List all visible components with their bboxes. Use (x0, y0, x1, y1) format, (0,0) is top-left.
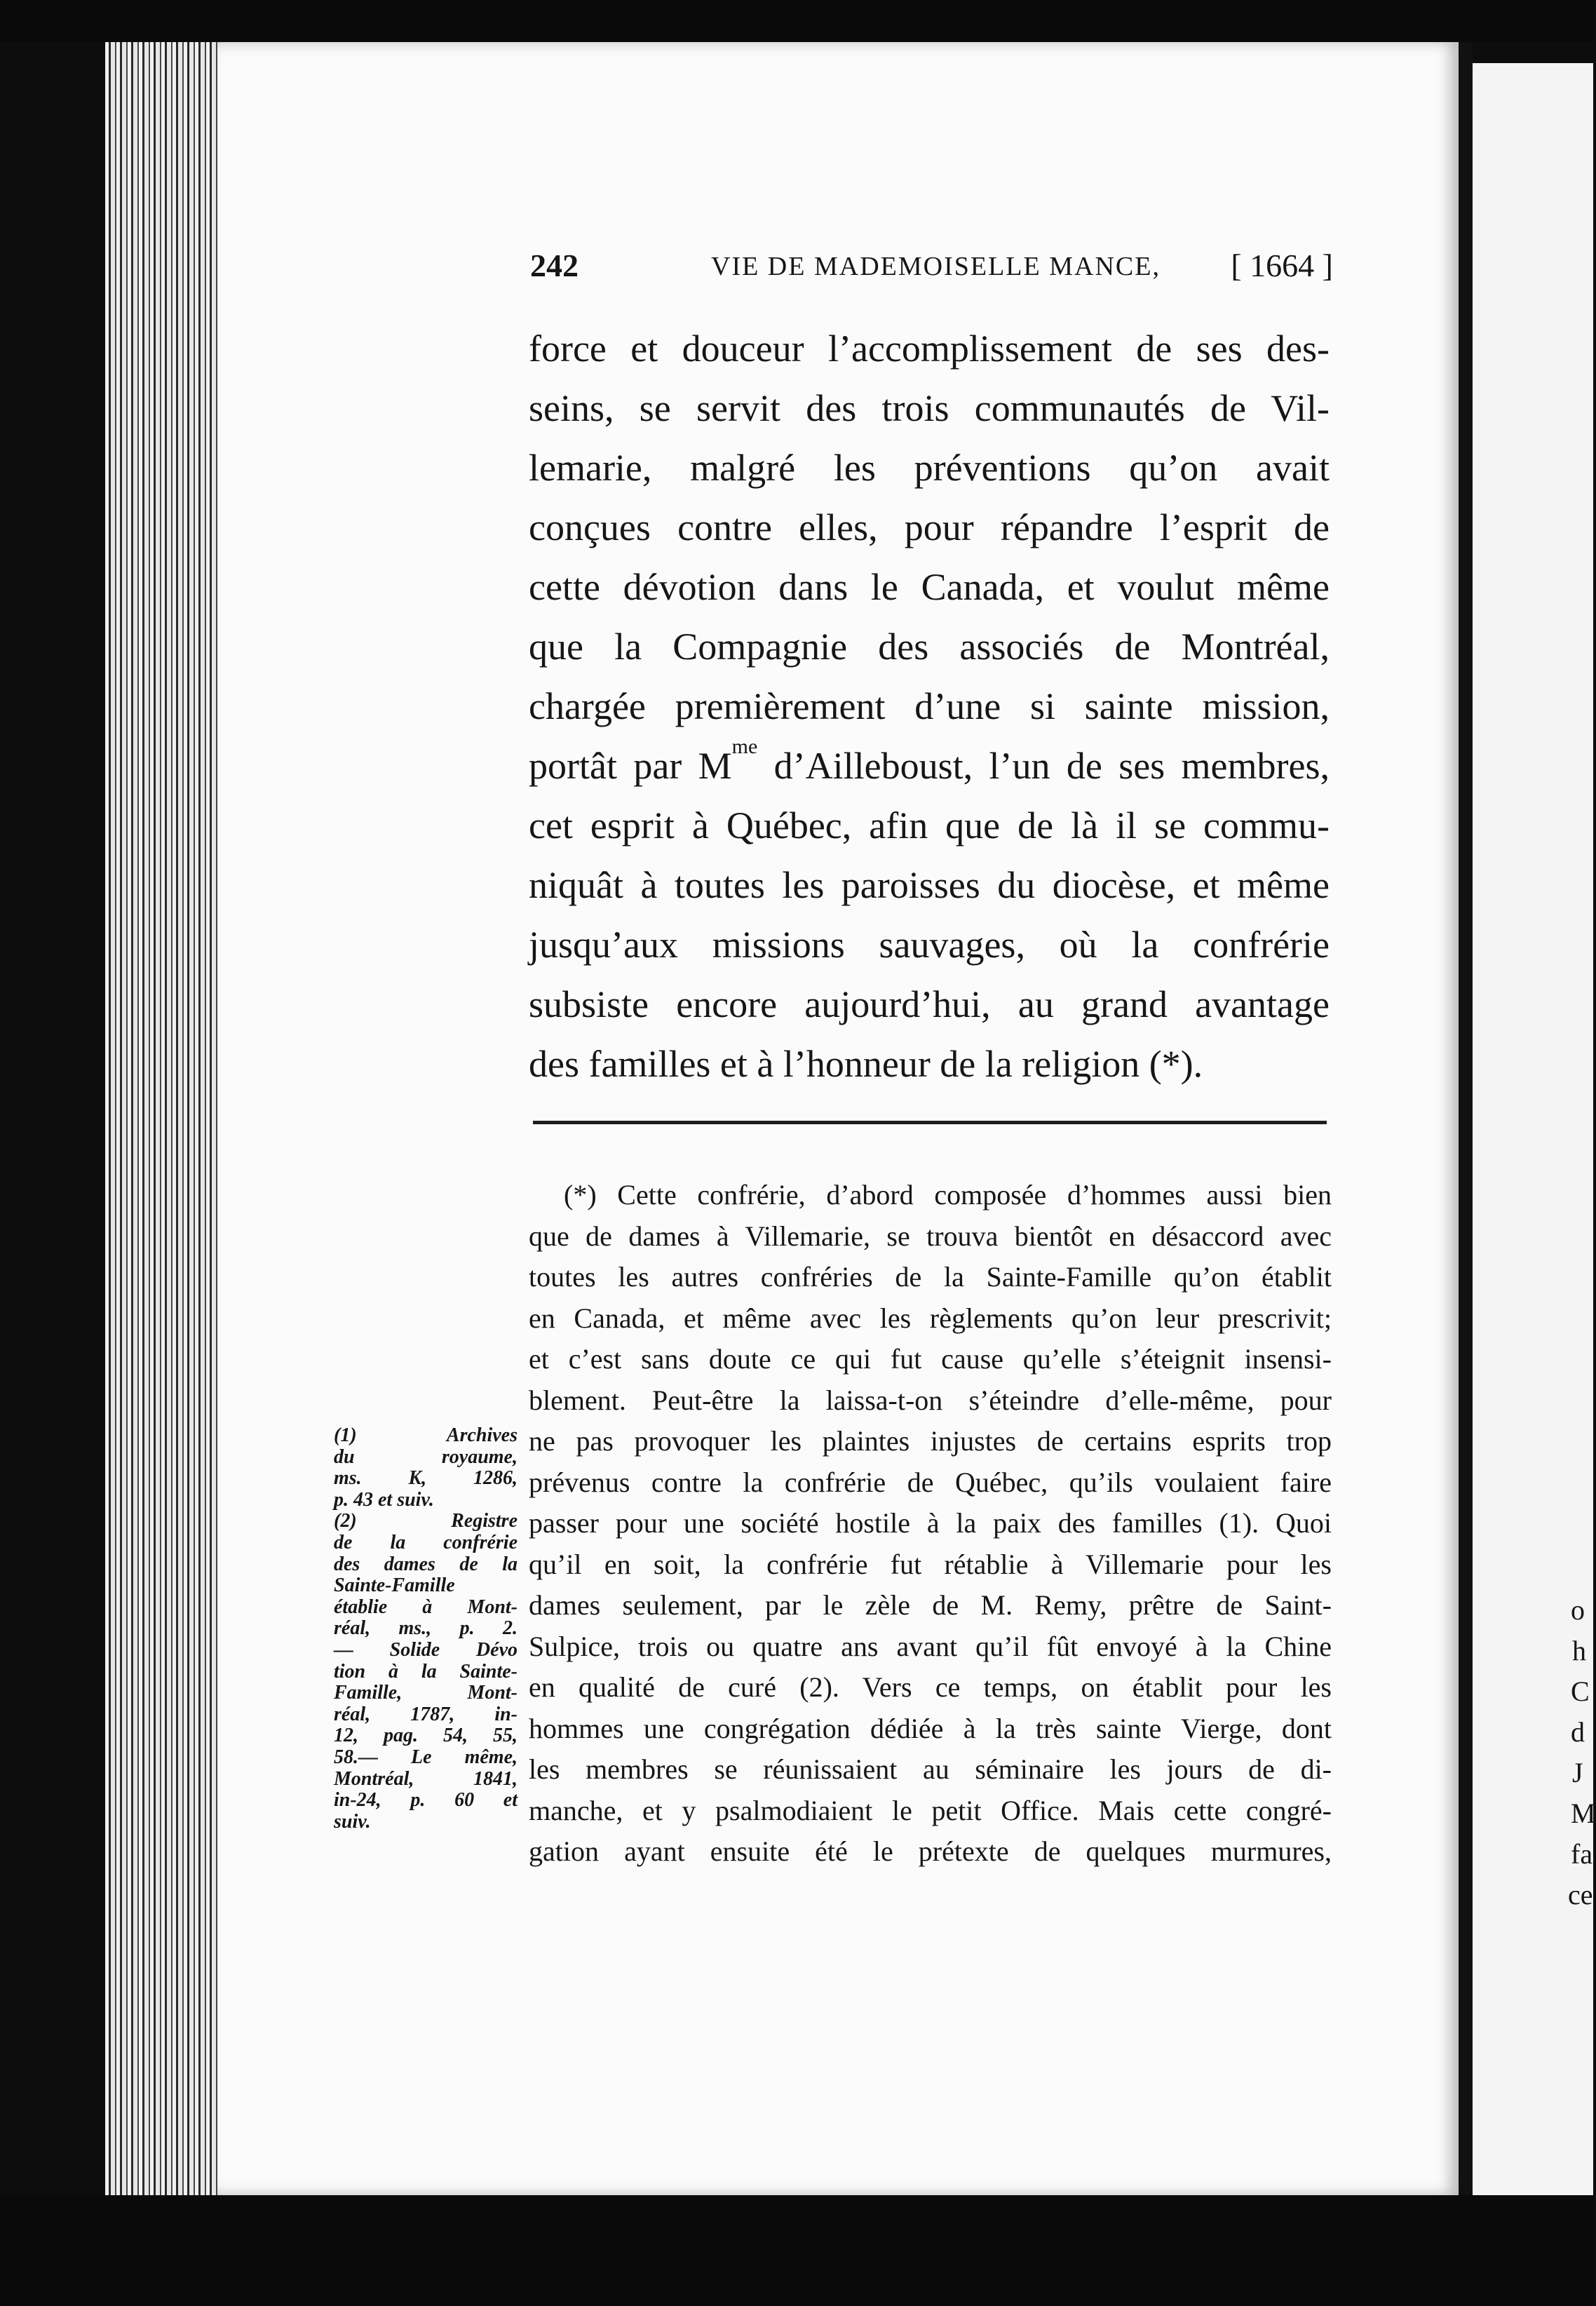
footnote-line: en qualité de curé (2). Vers ce temps, on établit pour les (529, 1671, 1332, 1703)
footnote-line: Sulpice, trois ou quatre ans avant qu’il fût envoyé à la Chine (529, 1630, 1332, 1662)
running-year: [ 1664 ] (1231, 248, 1333, 283)
margin-note-line: de la confrérie (334, 1531, 518, 1553)
facing-page-fragment: M (1571, 1798, 1596, 1829)
body-paragraph (529, 319, 1330, 1094)
margin-note-line: établie à Mont- (334, 1596, 518, 1618)
running-title: VIE DE MADEMOISELLE MANCE, (711, 252, 1161, 281)
margin-note-line: des dames de la (334, 1553, 518, 1575)
footnote-line: les membres se réunissaient au séminaire les jours de di- (529, 1753, 1332, 1785)
margin-note-line: (1) Archives (334, 1424, 518, 1446)
body-line: conçues contre elles, pour répandre l’esprit de (529, 506, 1330, 548)
footnote-line: dames seulement, par le zèle de M. Remy, prêtre de Saint- (529, 1589, 1332, 1621)
body-line: cette dévotion dans le Canada, et voulut même (529, 566, 1330, 608)
margin-note-line: in-24, p. 60 et (334, 1789, 518, 1812)
body-line-part: d’Ailleboust, l’un de ses membres, (757, 745, 1330, 787)
running-head (530, 247, 1333, 289)
body-line: jusqu’aux missions sauvages, où la confrérie (529, 924, 1330, 966)
footnote-line: que de dames à Villemarie, se trouva bientôt en désaccord avec (529, 1220, 1332, 1252)
scan-border-bottom (0, 2195, 1593, 2306)
margin-notes (334, 1425, 518, 1833)
body-line: niquât à toutes les paroisses du diocèse, et même (529, 864, 1330, 906)
body-line: des familles et à l’honneur de la religion (*). (529, 1043, 1203, 1085)
facing-page-fragment: o (1571, 1594, 1585, 1626)
body-line: que la Compagnie des associés de Montréal, (529, 626, 1330, 668)
margin-note-line: du royaume, (334, 1445, 518, 1468)
margin-note-line: suiv. (334, 1810, 371, 1833)
margin-note-line: 12, pag. 54, 55, (334, 1725, 518, 1747)
margin-note-line: tion à la Sainte- (334, 1660, 518, 1683)
footnote-line: qu’il en soit, la confrérie fut rétablie à Villemarie pour les (529, 1548, 1332, 1580)
margin-note-line: p. 43 et suiv. (334, 1488, 434, 1511)
facing-page-fragment: ce (1568, 1879, 1593, 1910)
body-line: seins, se servit des trois communautés de Vil- (529, 387, 1330, 429)
facing-page-fragment: h (1572, 1635, 1586, 1666)
superscript-me: me (731, 735, 758, 758)
footnote (529, 1175, 1332, 1873)
facing-page-fragment: C (1571, 1675, 1590, 1707)
body-line-with-superscript (529, 736, 1330, 796)
body-line: subsiste encore aujourd’hui, au grand avantage (529, 983, 1330, 1025)
margin-note-line: réal, ms., p. 2. (334, 1617, 518, 1640)
footnote-line: gation ayant ensuite été le prétexte de quelques murmures, (529, 1835, 1332, 1867)
footnote-line: hommes une congrégation dédiée à la très sainte Vierge, dont (529, 1712, 1332, 1744)
margin-note-line: Sainte-Famille (334, 1575, 455, 1597)
footnote-line: manche, et y psalmodiaient le petit Office. Mais cette congré- (529, 1794, 1332, 1826)
footnote-line: prévenus contre la confrérie de Québec, qu’ils voulaient faire (529, 1466, 1332, 1498)
footnote-line: en Canada, et même avec les règlements qu’on leur prescrivit; (529, 1302, 1332, 1334)
footnote-separator-rule (533, 1121, 1327, 1124)
margin-note-line: 58.— Le même, (334, 1746, 518, 1768)
footnote-line: toutes les autres confréries de la Sainte-Famille qu’on établit (529, 1261, 1332, 1293)
page-edges (105, 42, 217, 2195)
page-number: 242 (530, 248, 579, 283)
footnote-line: blement. Peut-être la laissa-t-on s’éteindre d’elle-même, pour (529, 1384, 1332, 1416)
scan-border-top (0, 0, 1593, 42)
margin-note-line: Famille, Mont- (334, 1682, 518, 1704)
margin-note-line: réal, 1787, in- (334, 1703, 518, 1725)
body-line-part: portât par M (529, 745, 732, 787)
margin-note-line: Montréal, 1841, (334, 1767, 518, 1790)
footnote-line: passer pour une société hostile à la paix des familles (1). Quoi (529, 1507, 1332, 1539)
facing-page (1473, 63, 1596, 2195)
footnote-line: et c’est sans doute ce qui fut cause qu’elle s’éteignit insensi- (529, 1343, 1332, 1375)
margin-note-line: — Solide Dévo (334, 1638, 518, 1661)
body-line: force et douceur l’accomplissement de ses des- (529, 328, 1330, 370)
footnote-line: ne pas provoquer les plaintes injustes de certains esprits trop (529, 1425, 1332, 1457)
facing-page-fragment: fa (1571, 1838, 1593, 1870)
footnote-line: (*) Cette confrérie, d’abord composée d’hommes aussi bien (564, 1179, 1332, 1211)
book-gutter (1459, 42, 1473, 2195)
margin-note-line: (2) Registre (334, 1510, 518, 1532)
margin-note-line: ms. K, 1286, (334, 1467, 518, 1490)
facing-page-fragment: d (1571, 1716, 1585, 1748)
body-line: lemarie, malgré les préventions qu’on avait (529, 447, 1330, 489)
body-line: cet esprit à Québec, afin que de là il se commu- (529, 804, 1330, 847)
body-line: chargée premièrement d’une si sainte mission, (529, 685, 1330, 727)
facing-page-fragment: J (1572, 1757, 1583, 1788)
